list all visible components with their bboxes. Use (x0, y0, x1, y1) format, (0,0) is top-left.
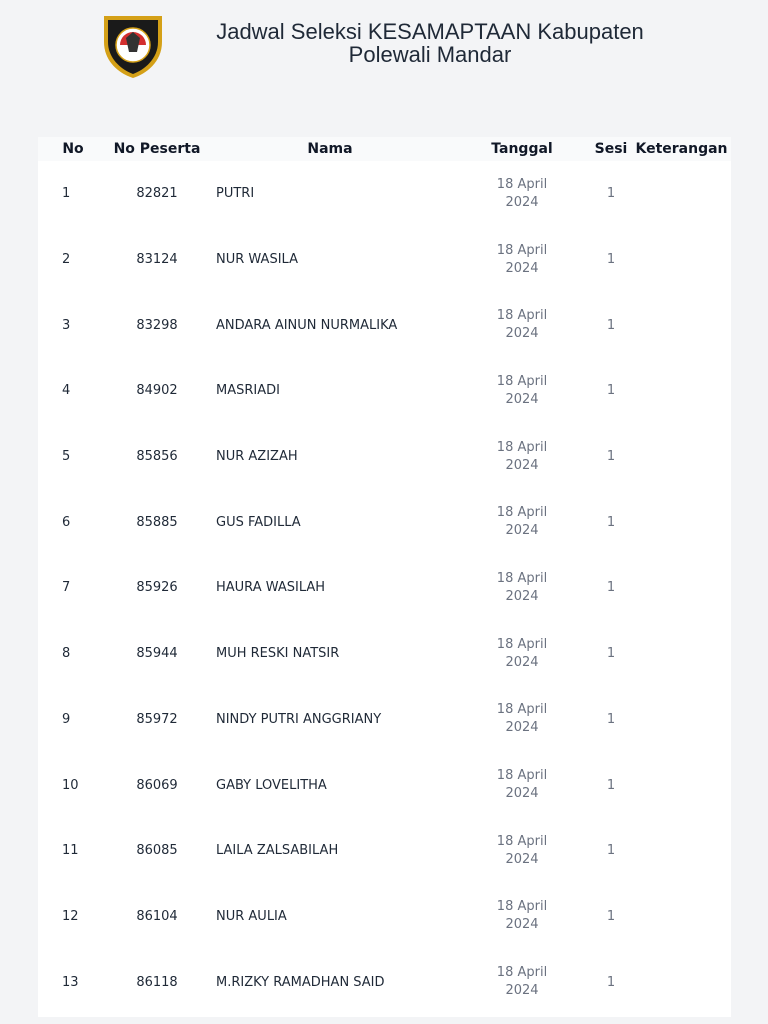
cell-keterangan (632, 227, 731, 293)
column-header-no[interactable]: No (62, 141, 84, 157)
cell-tanggal-day: 18 April (496, 242, 548, 258)
cell-no-peserta: 85856 (136, 449, 178, 465)
cell-no: 1 (62, 186, 71, 202)
cell-no: 6 (62, 514, 71, 530)
cell-tanggal (454, 687, 590, 753)
cell-nama: ANDARA AINUN NURMALIKA (216, 317, 398, 333)
table-row (38, 424, 731, 490)
cell-keterangan (632, 752, 731, 818)
cell-sesi: 1 (606, 908, 616, 924)
cell-nama: NUR AULIA (216, 908, 287, 924)
cell-tanggal-day: 18 April (496, 636, 548, 652)
cell-nama: NINDY PUTRI ANGGRIANY (216, 711, 382, 727)
cell-keterangan (632, 687, 731, 753)
table-row (38, 884, 731, 950)
cell-no-peserta: 83298 (136, 317, 178, 333)
cell-tanggal-day: 18 April (496, 965, 548, 981)
cell-nama: NUR AZIZAH (216, 449, 298, 465)
cell-tanggal (454, 949, 590, 1015)
cell-no: 11 (62, 843, 79, 859)
cell-no: 7 (62, 580, 71, 596)
cell-tanggal-day: 18 April (496, 768, 548, 784)
schedule-table-card (38, 137, 731, 1017)
cell-nama: MUH RESKI NATSIR (216, 646, 340, 662)
cell-tanggal (454, 884, 590, 950)
cell-no-peserta: 86069 (136, 777, 178, 793)
cell-no: 9 (62, 711, 71, 727)
cell-no: 3 (62, 317, 71, 333)
cell-keterangan (632, 621, 731, 687)
cell-tanggal (454, 424, 590, 490)
cell-sesi: 1 (606, 186, 616, 202)
cell-sesi: 1 (606, 974, 616, 990)
cell-nama: M.RIZKY RAMADHAN SAID (216, 974, 385, 990)
cell-tanggal (454, 489, 590, 555)
cell-no: 10 (62, 777, 79, 793)
table-row (38, 818, 731, 884)
cell-keterangan (632, 424, 731, 490)
cell-tanggal-day: 18 April (496, 176, 548, 192)
paskibra-logo-icon (100, 12, 166, 80)
table-row (38, 358, 731, 424)
cell-sesi: 1 (606, 449, 616, 465)
cell-keterangan (632, 949, 731, 1015)
cell-nama: GABY LOVELITHA (216, 777, 327, 793)
schedule-table (38, 137, 731, 1015)
cell-tanggal (454, 752, 590, 818)
cell-no-peserta: 86085 (136, 843, 178, 859)
table-row (38, 489, 731, 555)
cell-keterangan (632, 292, 731, 358)
table-row (38, 227, 731, 293)
table-row (38, 292, 731, 358)
cell-tanggal-day: 18 April (496, 570, 548, 586)
cell-tanggal (454, 358, 590, 424)
cell-tanggal-year: 2024 (505, 260, 539, 276)
cell-tanggal-year: 2024 (505, 588, 539, 604)
page-title-line1: Jadwal Seleksi KESAMAPTAAN Kabupaten (216, 19, 644, 44)
cell-no: 8 (62, 646, 71, 662)
cell-tanggal-day: 18 April (496, 373, 548, 389)
cell-tanggal-year: 2024 (505, 194, 539, 210)
cell-tanggal (454, 292, 590, 358)
cell-nama: MASRIADI (216, 383, 280, 399)
table-row (38, 621, 731, 687)
page-title (180, 20, 680, 66)
cell-tanggal-day: 18 April (496, 833, 548, 849)
cell-keterangan (632, 818, 731, 884)
cell-tanggal-year: 2024 (505, 983, 539, 999)
cell-nama: HAURA WASILAH (216, 580, 326, 596)
cell-no: 13 (62, 974, 79, 990)
cell-sesi: 1 (606, 646, 616, 662)
table-row (38, 555, 731, 621)
cell-keterangan (632, 555, 731, 621)
cell-tanggal-year: 2024 (505, 391, 539, 407)
cell-no-peserta: 85972 (136, 711, 178, 727)
cell-tanggal (454, 161, 590, 227)
cell-tanggal-day: 18 April (496, 702, 548, 718)
cell-sesi: 1 (606, 252, 616, 268)
table-row (38, 161, 731, 227)
cell-tanggal-year: 2024 (505, 917, 539, 933)
cell-sesi: 1 (606, 777, 616, 793)
cell-no: 5 (62, 449, 71, 465)
cell-no-peserta: 85944 (136, 646, 178, 662)
page-title-line2: Polewali Mandar (348, 42, 512, 67)
cell-sesi: 1 (606, 843, 616, 859)
table-row (38, 949, 731, 1015)
cell-sesi: 1 (606, 514, 616, 530)
cell-nama: NUR WASILA (216, 252, 298, 268)
cell-tanggal-year: 2024 (505, 786, 539, 802)
cell-sesi: 1 (606, 580, 616, 596)
cell-no: 4 (62, 383, 71, 399)
cell-sesi: 1 (606, 711, 616, 727)
cell-keterangan (632, 884, 731, 950)
cell-no-peserta: 86104 (136, 908, 178, 924)
table-header-row (38, 137, 731, 161)
cell-tanggal-year: 2024 (505, 457, 539, 473)
cell-no-peserta: 85885 (136, 514, 178, 530)
cell-nama: PUTRI (216, 186, 255, 202)
cell-tanggal-year: 2024 (505, 654, 539, 670)
cell-tanggal (454, 227, 590, 293)
cell-tanggal-year: 2024 (505, 523, 539, 539)
cell-no-peserta: 84902 (136, 383, 178, 399)
cell-no: 2 (62, 252, 71, 268)
cell-no: 12 (62, 908, 79, 924)
column-header-no-peserta[interactable]: No Peserta (113, 141, 201, 157)
cell-keterangan (632, 489, 731, 555)
cell-tanggal-day: 18 April (496, 899, 548, 915)
table-row (38, 687, 731, 753)
column-header-tanggal[interactable]: Tanggal (491, 141, 553, 157)
cell-tanggal-year: 2024 (505, 851, 539, 867)
column-header-keterangan[interactable]: Keterangan (635, 141, 728, 157)
cell-tanggal-day: 18 April (496, 308, 548, 324)
cell-tanggal (454, 621, 590, 687)
cell-no-peserta: 85926 (136, 580, 178, 596)
cell-tanggal (454, 555, 590, 621)
cell-no-peserta: 86118 (136, 974, 178, 990)
cell-no-peserta: 82821 (136, 186, 178, 202)
column-header-sesi[interactable]: Sesi (594, 141, 628, 157)
cell-sesi: 1 (606, 383, 616, 399)
cell-tanggal-day: 18 April (496, 439, 548, 455)
cell-no-peserta: 83124 (136, 252, 178, 268)
cell-sesi: 1 (606, 317, 616, 333)
cell-tanggal (454, 818, 590, 884)
cell-keterangan (632, 358, 731, 424)
cell-tanggal-year: 2024 (505, 326, 539, 342)
cell-tanggal-day: 18 April (496, 505, 548, 521)
column-header-nama[interactable]: Nama (307, 141, 353, 157)
cell-keterangan (632, 161, 731, 227)
page-header (0, 0, 768, 100)
cell-tanggal-year: 2024 (505, 720, 539, 736)
cell-nama: GUS FADILLA (216, 514, 301, 530)
table-row (38, 752, 731, 818)
table-body (38, 161, 731, 1015)
cell-nama: LAILA ZALSABILAH (216, 843, 339, 859)
